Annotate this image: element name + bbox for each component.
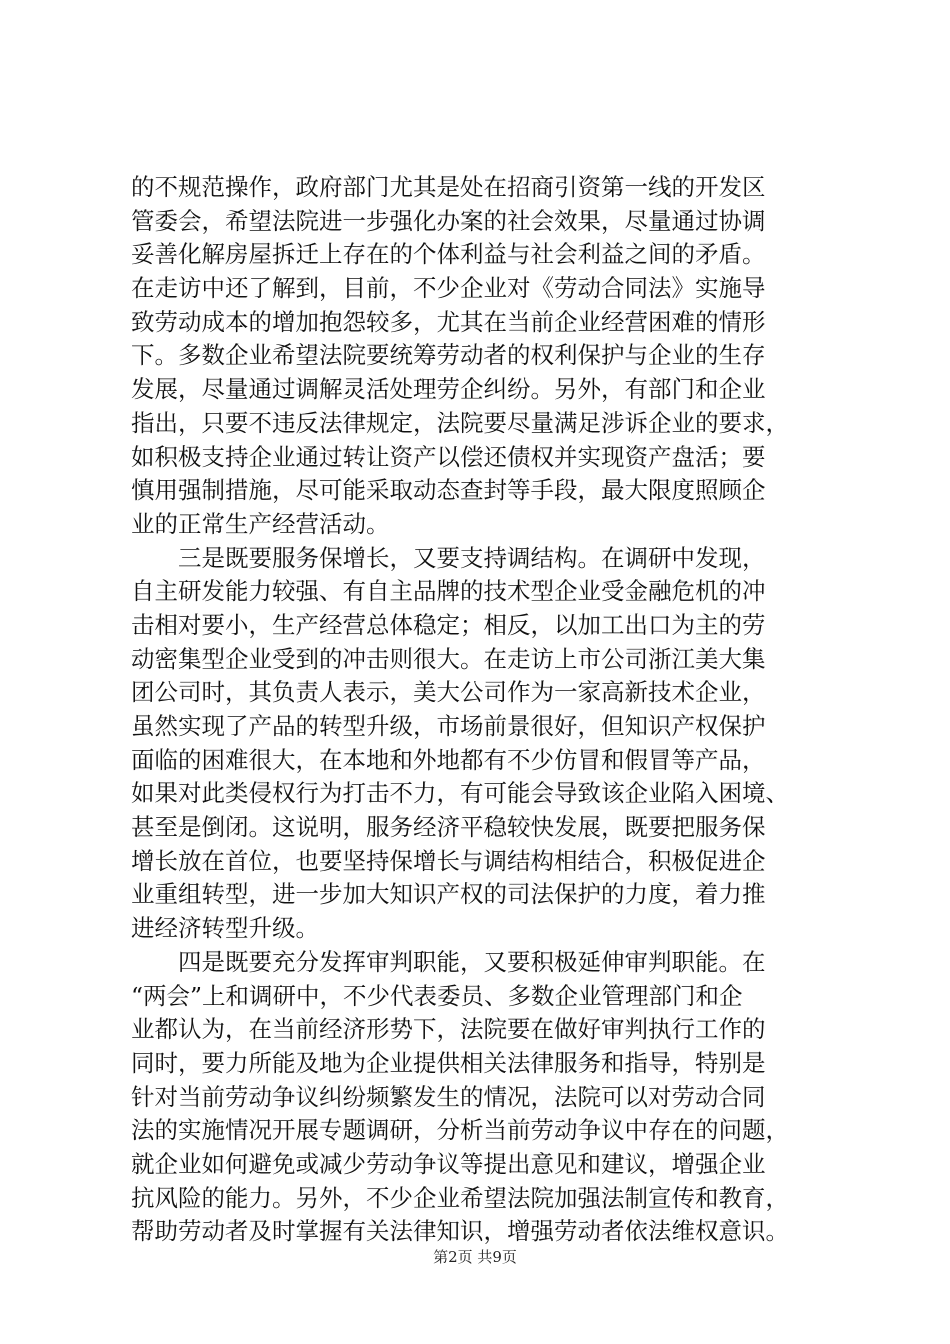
- text-line: 业重组转型，进一步加大知识产权的司法保护的力度，着力推: [131, 880, 766, 909]
- text-line: 团公司时，其负责人表示，美大公司作为一家高新技术企业，: [131, 678, 766, 707]
- text-line: 面临的困难很大，在本地和外地都有不少仿冒和假冒等产品，: [131, 745, 766, 774]
- text-line: 致劳动成本的增加抱怨较多，尤其在当前企业经营困难的情形: [131, 307, 766, 336]
- text-line: 法的实施情况开展专题调研，分析当前劳动争议中存在的问题，: [131, 1116, 789, 1145]
- text-line: 如积极支持企业通过转让资产以偿还债权并实现资产盘活；要: [131, 442, 766, 471]
- text-line: 就企业如何避免或减少劳动争议等提出意见和建议，增强企业: [131, 1149, 766, 1178]
- text-line: 虽然实现了产品的转型升级，市场前景很好，但知识产权保护: [131, 712, 766, 740]
- page-footer: 第2页 共9页: [433, 1248, 517, 1266]
- text-line: 三是既要服务保增长，又要支持调结构。在调研中发现，: [178, 543, 766, 572]
- text-line: 击相对要小，生产经营总体稳定；相反，以加工出口为主的劳: [131, 610, 766, 639]
- text-line: 自主研发能力较强、有自主品牌的技术型企业受金融危机的冲: [131, 577, 766, 606]
- text-line: 管委会，希望法院进一步强化办案的社会效果，尽量通过协调: [131, 206, 766, 235]
- text-line: 如果对此类侵权行为打击不力，有可能会导致该企业陷入困境、: [131, 779, 789, 808]
- text-line: 动密集型企业受到的冲击则很大。在走访上市公司浙江美大集: [131, 644, 766, 673]
- text-line: 同时，要力所能及地为企业提供相关法律服务和指导，特别是: [131, 1048, 766, 1077]
- text-line: 的不规范操作，政府部门尤其是处在招商引资第一线的开发区: [131, 173, 766, 201]
- text-line: 进经济转型升级。: [131, 914, 319, 943]
- text-line: 针对当前劳动争议纠纷频繁发生的情况，法院可以对劳动合同: [131, 1082, 766, 1111]
- text-line: 发展，尽量通过调解灵活处理劳企纠纷。另外，有部门和企业: [131, 375, 766, 404]
- text-line: “两会”上和调研中，不少代表委员、多数企业管理部门和企: [131, 981, 743, 1010]
- text-line: 指出，只要不违反法律规定，法院要尽量满足涉诉企业的要求，: [131, 408, 789, 437]
- text-line: 四是既要充分发挥审判职能，又要积极延伸审判职能。在: [178, 947, 766, 976]
- text-line: 帮助劳动者及时掌握有关法律知识，增强劳动者依法维权意识。: [131, 1217, 789, 1246]
- text-line: 下。多数企业希望法院要统筹劳动者的权利保护与企业的生存: [131, 341, 766, 370]
- text-line: 慎用强制措施，尽可能采取动态查封等手段，最大限度照顾企: [131, 476, 766, 505]
- text-line: 业的正常生产经营活动。: [131, 509, 390, 538]
- text-line: 业都认为，在当前经济形势下，法院要在做好审判执行工作的: [131, 1015, 766, 1044]
- text-line: 妥善化解房屋拆迁上存在的个体利益与社会利益之间的矛盾。: [131, 240, 766, 269]
- text-line: 增长放在首位，也要坚持保增长与调结构相结合，积极促进企: [131, 846, 766, 875]
- text-line: 抗风险的能力。另外，不少企业希望法院加强法制宣传和教育，: [131, 1183, 789, 1212]
- text-line: 在走访中还了解到，目前，不少企业对《劳动合同法》实施导: [131, 274, 766, 303]
- document-body: [131, 171, 831, 1249]
- text-line: 甚至是倒闭。这说明，服务经济平稳较快发展，既要把服务保: [131, 813, 766, 842]
